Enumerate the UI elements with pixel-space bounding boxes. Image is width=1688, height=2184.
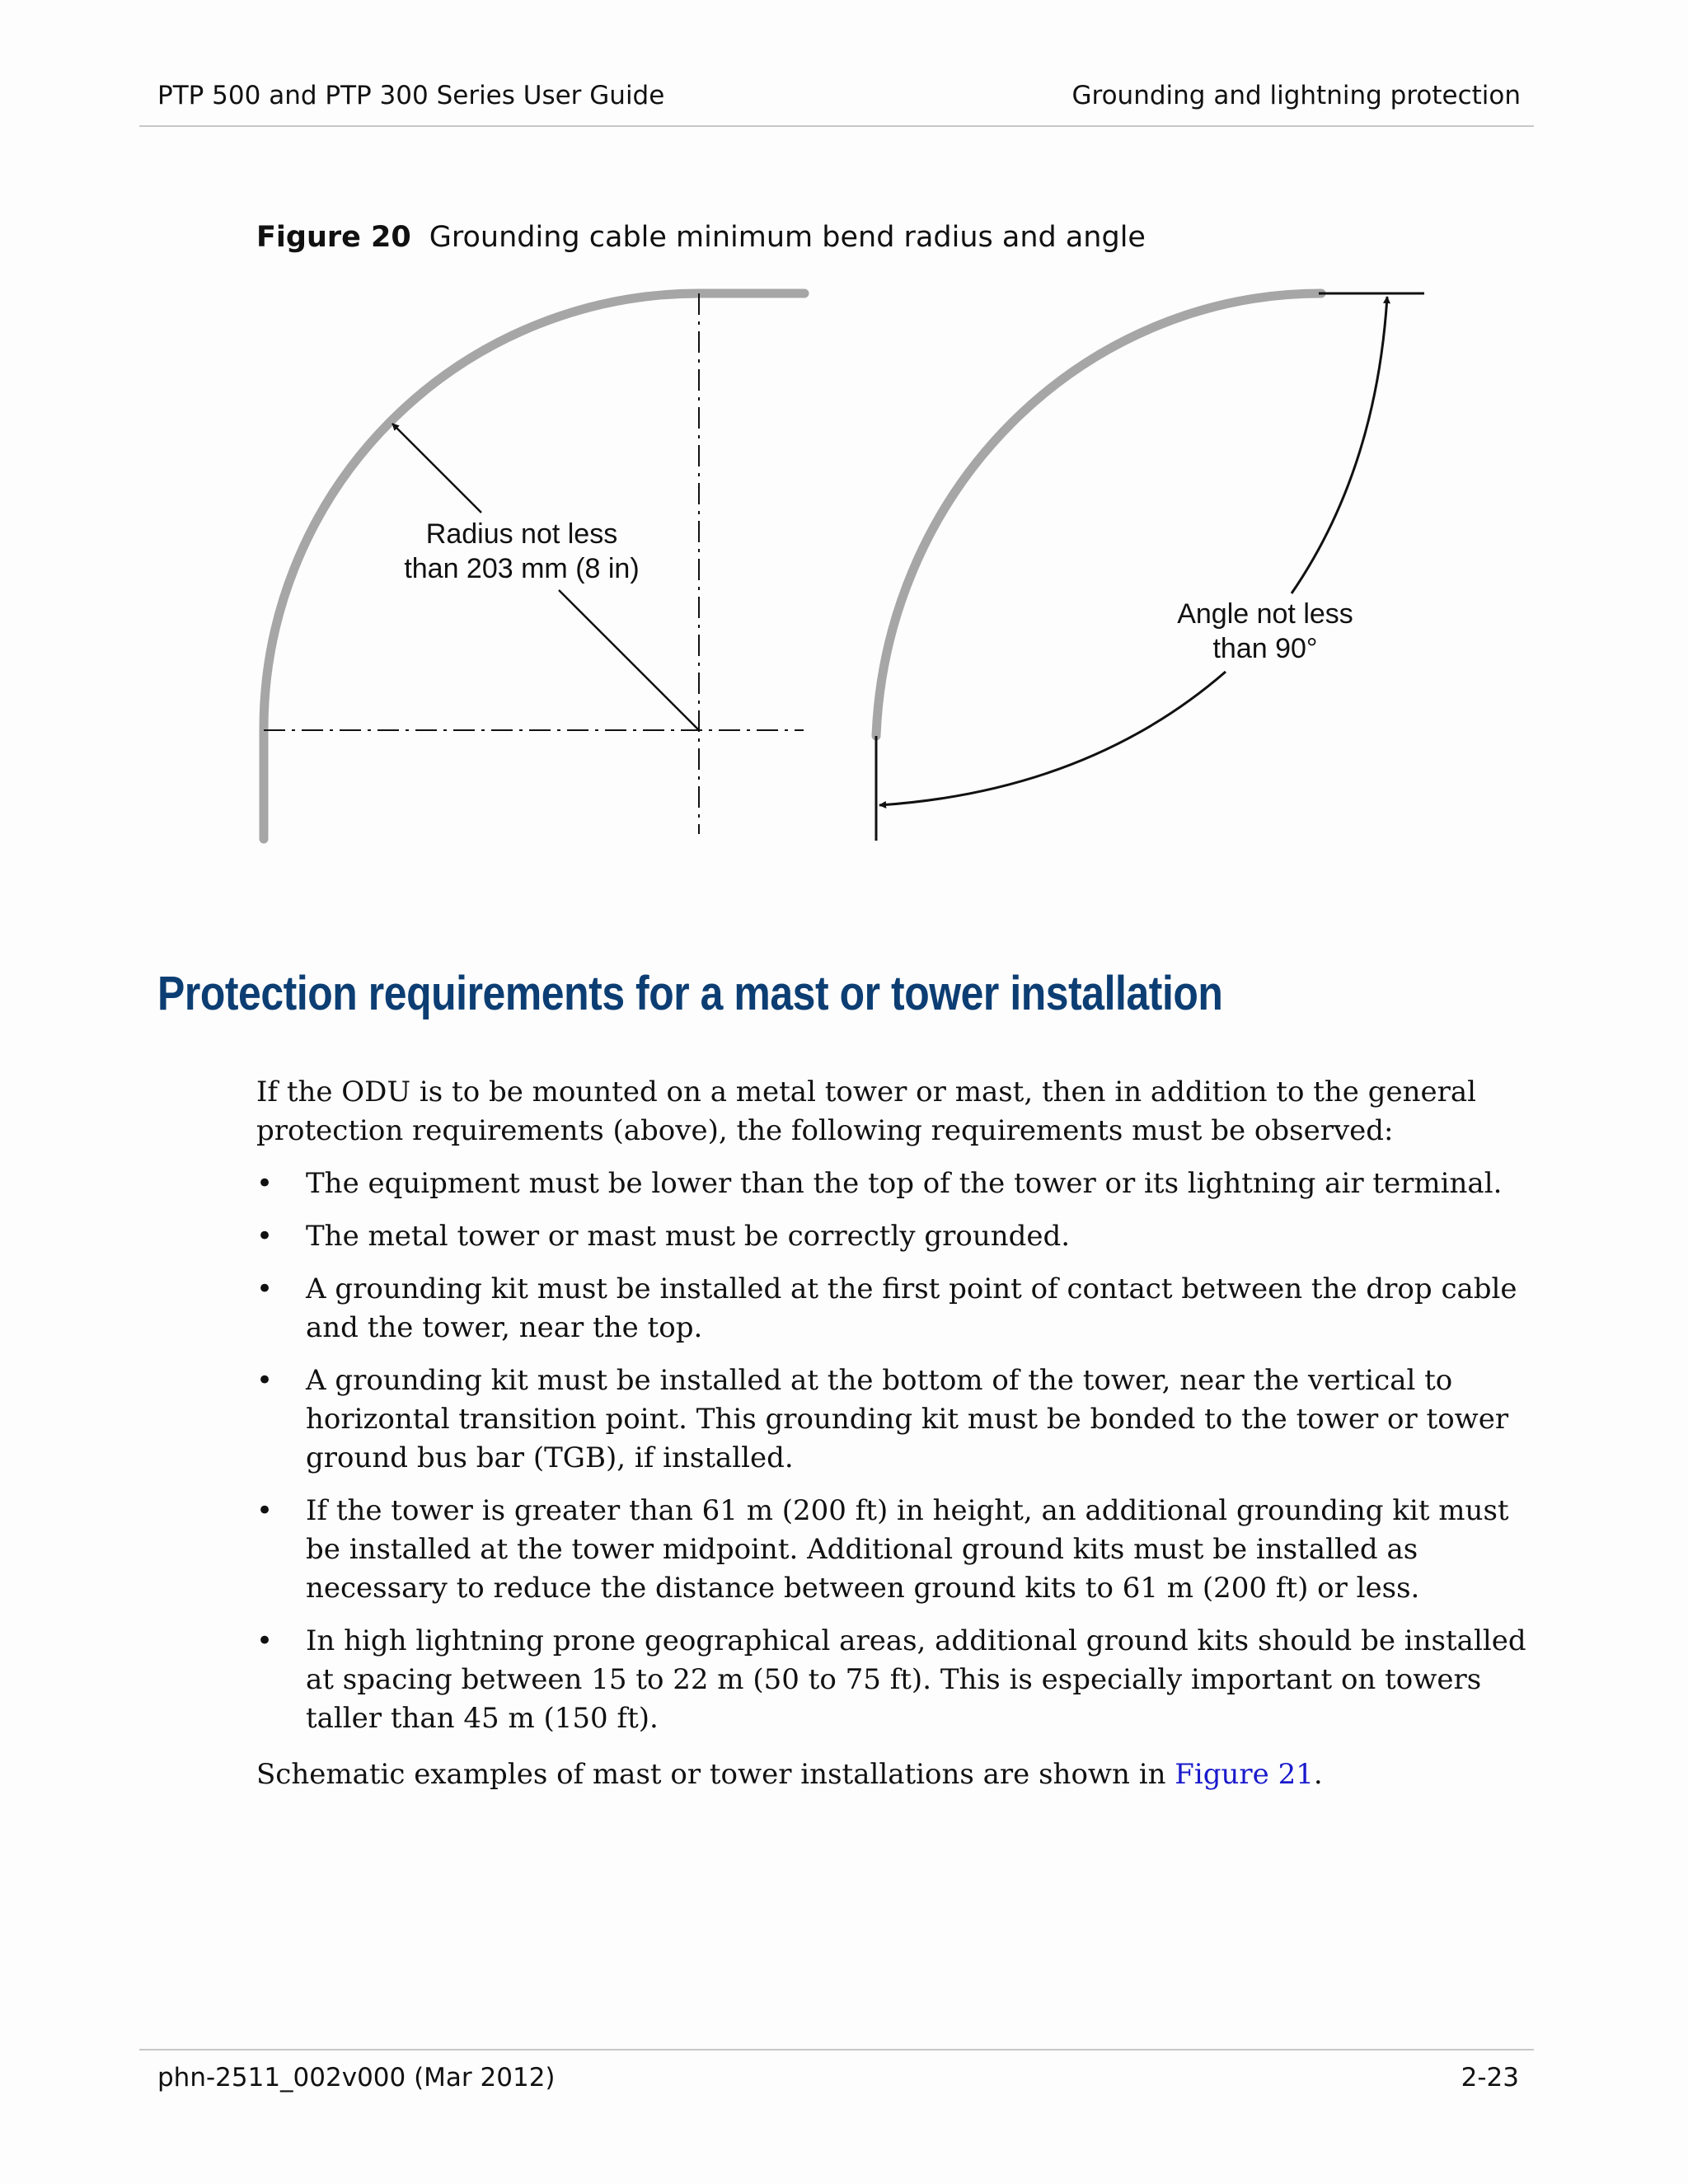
- list-item: [256, 1217, 1542, 1256]
- list-item-text: The metal tower or mast must be correctly grounded.: [306, 1220, 1071, 1253]
- outro-paragraph: [256, 1755, 1542, 1794]
- angle-label-line-1: Angle not less: [1177, 598, 1353, 630]
- page-number: 2-23: [1461, 2063, 1519, 2093]
- angle-diagram: [876, 293, 1424, 841]
- intro-paragraph: If the ODU is to be mounted on a metal tower or mast, then in addition to the general protection requirements (above), the following requirements must be observed:: [256, 1076, 1477, 1147]
- bend-diagram: [0, 0, 1688, 907]
- list-item-text: A grounding kit must be installed at the bottom of the tower, near the vertical to horizontal transition point. This grounding kit must be bonded to the tower or tower ground bus bar (TGB), if installed.: [306, 1364, 1509, 1474]
- bullet-icon: •: [256, 1272, 274, 1305]
- section-heading: Protection requirements for a mast or tower installation: [157, 967, 1223, 1020]
- radius-label-line-1: Radius not less: [425, 518, 618, 550]
- figure-number: Figure 20: [256, 221, 411, 254]
- requirements-list: [256, 1165, 1542, 1752]
- bullet-icon: •: [256, 1364, 274, 1397]
- footer-document-id: phn-2511_002v000 (Mar 2012): [157, 2063, 556, 2093]
- list-item: [256, 1270, 1542, 1347]
- bullet-icon: •: [256, 1494, 274, 1527]
- list-item: [256, 1165, 1542, 1203]
- bullet-icon: •: [256, 1167, 274, 1200]
- footer-divider: [139, 2049, 1534, 2050]
- radius-arrow: [392, 424, 481, 513]
- figure-title: Grounding cable minimum bend radius and angle: [429, 221, 1146, 254]
- list-item: [256, 1361, 1542, 1478]
- bullet-icon: •: [256, 1220, 274, 1253]
- figure-21-link[interactable]: Figure 21: [1175, 1758, 1314, 1791]
- outro-end: .: [1313, 1758, 1323, 1791]
- radius-label-line-2: than 203 mm (8 in): [404, 553, 640, 584]
- header-document-title: PTP 500 and PTP 300 Series User Guide: [157, 81, 665, 110]
- outro-text: Schematic examples of mast or tower installations are shown in: [256, 1758, 1175, 1791]
- list-item-text: In high lightning prone geographical areas, additional ground kits should be installed at spacing between 15 to 22 m (50 to 75 ft). This is especially important on towers taller than 45 m (150 ft).: [306, 1624, 1526, 1735]
- angle-arc-lower: [879, 672, 1226, 805]
- radius-diagram: [264, 293, 804, 839]
- list-item-text: A grounding kit must be installed at the first point of contact between the drop cable and the tower, near the top.: [306, 1272, 1517, 1344]
- list-item-text: The equipment must be lower than the top of the tower or its lightning air terminal.: [306, 1167, 1503, 1200]
- list-item-text: If the tower is greater than 61 m (200 ft) in height, an additional grounding kit must be installed at the tower midpoint. Additional ground kits must be installed as necessary to reduce the distance between ground kits to 61 m (200 ft) or less.: [306, 1494, 1509, 1605]
- angle-arc-upper: [1292, 297, 1387, 593]
- radius-leader-line: [559, 590, 699, 730]
- list-item: [256, 1622, 1542, 1738]
- angle-label-line-2: than 90°: [1212, 633, 1318, 664]
- list-item: [256, 1492, 1542, 1608]
- bullet-icon: •: [256, 1624, 274, 1657]
- header-section-title: Grounding and lightning protection: [1071, 81, 1521, 110]
- grounding-cable-angle: [876, 293, 1321, 736]
